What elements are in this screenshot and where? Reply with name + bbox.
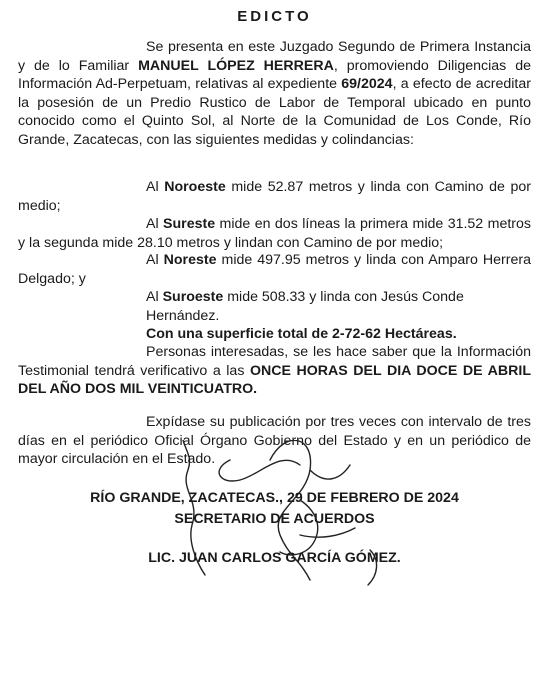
boundary-direction: Suroeste [162, 289, 224, 305]
document-title: EDICTO [237, 8, 312, 25]
promoter-name: MANUEL LÓPEZ HERRERA [138, 57, 334, 74]
surface-total: Con una superficie total de 2-72-62 Hectáreas. [146, 326, 457, 343]
intro-text-1: Se presenta en este Juzgado Segundo de Primera Instancia y de lo Familiar [18, 39, 531, 74]
notice-paragraph: Personas interesadas, se les hace saber que la Información Testimonial tendrá verificativo a las ONCE HORAS DEL DIA DOCE DE ABRIL DEL AÑO DOS MIL VEINTICUATRO. [18, 344, 532, 398]
intro-text-2: , promoviendo Diligencias de Información Ad-Perpetuam, relativas al expediente [18, 57, 531, 93]
boundary-noroeste: Al Noroeste mide 52.87 metros y linda con Camino de por medio; [18, 179, 531, 214]
intro-text-3: , a efecto de acreditar la posesión de un Predio Rustico de Labor de Temporal ubicado en punto conocido como el Quinto Sol, al Norte de la Comunidad de Los Conde, Río Grande, Zacatecas, con las siguientes medidas y colindancias: [18, 76, 531, 148]
boundary-direction: Sureste [163, 216, 216, 232]
boundary-suroeste: Al Suroeste mide 508.33 y linda con Jesús Conde Hernández. Con una superficie total de 2-72-62 Hectáreas. [146, 289, 464, 343]
secretary-title: SECRETARIO DE ACUERDOS [174, 511, 375, 527]
secretary-name: LIC. JUAN CARLOS GARCÍA GÓMEZ. [148, 550, 401, 566]
publication-paragraph: Expídase su publicación por tres veces con intervalo de tres días en el periódico Oficial Órgano Gobierno del Estado y en un periódico de mayor circulación en el Estado. [18, 414, 531, 468]
boundary-direction: Noroeste [164, 179, 226, 195]
hearing-date: ONCE HORAS DEL DIA DOCE DE ABRIL DEL AÑO DOS MIL VEINTICUATRO. [18, 362, 532, 398]
intro-paragraph [18, 38, 531, 150]
boundary-sureste: Al Sureste mide en dos líneas la primera mide 31.52 metros y la segunda mide 28.10 metros y lindan con Camino de por medio; [18, 216, 531, 251]
place-date: RÍO GRANDE, ZACATECAS., 29 DE FEBRERO DE 2024 [90, 490, 459, 506]
boundary-noreste: Al Noreste mide 497.95 metros y linda con Amparo Herrera Delgado; y [18, 252, 532, 287]
boundary-direction: Noreste [163, 252, 217, 268]
case-number: 69/2024 [341, 76, 393, 93]
